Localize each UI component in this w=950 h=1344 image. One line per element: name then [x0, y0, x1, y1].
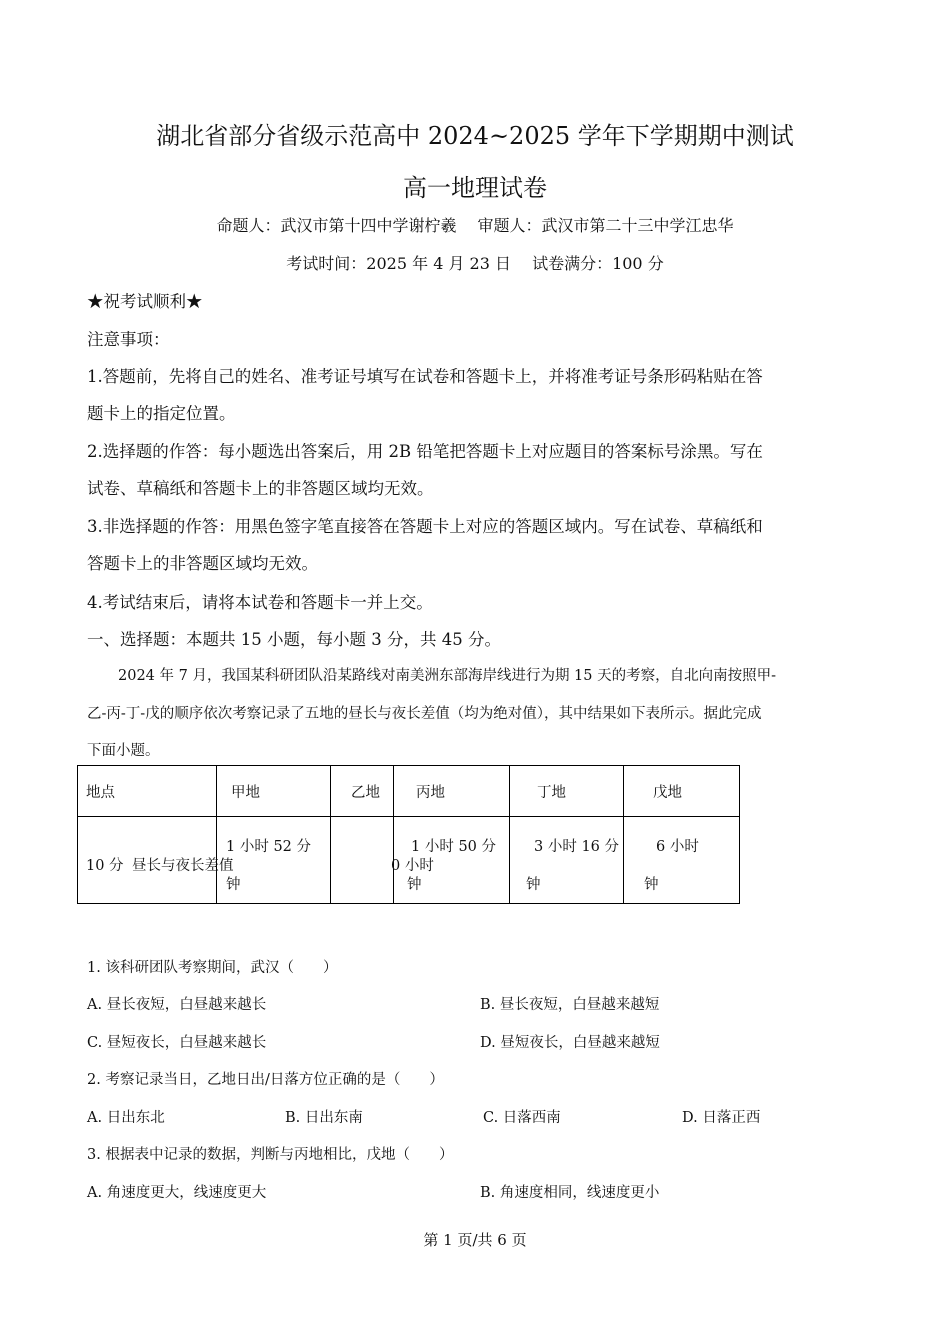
cell-value-suffix: 钟: [526, 877, 541, 893]
notice-heading: 注意事项：: [87, 330, 170, 349]
row-label-minutes: 10 分: [86, 858, 124, 874]
cell-value-suffix: 钟: [644, 877, 659, 893]
table-header-cell: 乙地: [331, 766, 394, 817]
question-stem: 3. 根据表中记录的数据，判断与丙地相比，戊地（ ）: [87, 1147, 454, 1163]
question-stem: 1. 该科研团队考察期间，武汉（ ）: [87, 960, 338, 976]
notice-line: 2.选择题的作答：每小题选出答案后，用 2B 铅笔把答题卡上对应题目的答案标号涂黑。写在: [87, 442, 763, 461]
cell-value: 1 小时 50 分: [411, 839, 497, 855]
question-option: B. 角速度相同，线速度更小: [480, 1185, 660, 1201]
observation-table: [77, 765, 740, 904]
table-header-cell: 丁地: [510, 766, 624, 817]
table-header-cell: 甲地: [217, 766, 331, 817]
question-option: B. 昼长夜短，白昼越来越短: [480, 997, 660, 1013]
question-option: C. 日落西南: [483, 1110, 561, 1126]
table-header-cell: 戊地: [624, 766, 740, 817]
table-row-label-cell: [78, 817, 234, 904]
cell-value: 6 小时: [656, 839, 699, 855]
table-cell: [510, 817, 624, 904]
table-cell: [394, 817, 510, 904]
notice-line: 3.非选择题的作答：用黑色签字笔直接答在答题卡上对应的答题区域内。写在试卷、草稿纸和: [87, 517, 763, 536]
notice-line: 题卡上的指定位置。: [87, 404, 236, 423]
question-option: B. 日出东南: [285, 1110, 363, 1126]
passage-line: 乙-丙-丁-戊的顺序依次考察记录了五地的昼长与夜长差值（均为绝对值），其中结果如下表所示。据此完成: [87, 706, 762, 722]
question-stem: 2. 考察记录当日，乙地日出/日落方位正确的是（ ）: [87, 1072, 444, 1088]
notice-line: 4.考试结束后，请将本试卷和答题卡一并上交。: [87, 593, 433, 612]
table-header-cell: 丙地: [394, 766, 510, 817]
question-option: D. 昼短夜长，白昼越来越短: [480, 1035, 660, 1051]
blessing-line: ★祝考试顺利★: [87, 292, 203, 311]
question-option: A. 角速度更大，线速度更大: [87, 1185, 267, 1201]
cell-value-suffix: 钟: [407, 877, 422, 893]
exam-info: 考试时间：2025 年 4 月 23 日 试卷满分：100 分: [286, 254, 664, 273]
page-number: 第 1 页/共 6 页: [423, 1231, 527, 1249]
table-cell: [217, 817, 331, 904]
question-option: C. 昼短夜长，白昼越来越长: [87, 1035, 267, 1051]
notice-line: 答题卡上的非答题区域均无效。: [87, 554, 318, 573]
exam-title: 湖北省部分省级示范高中 2024~2025 学年下学期期中测试: [156, 122, 794, 150]
passage-line: 2024 年 7 月，我国某科研团队沿某路线对南美洲东部海岸线进行为期 15 天的考察，自北向南按照甲-: [118, 668, 777, 684]
table-cell: [624, 817, 740, 904]
notice-line: 试卷、草稿纸和答题卡上的非答题区域均无效。: [87, 479, 434, 498]
cell-value: 0 小时: [391, 858, 434, 874]
question-option: A. 昼长夜短，白昼越来越长: [87, 997, 267, 1013]
question-option: D. 日落正西: [682, 1110, 761, 1126]
cell-value-suffix: 钟: [226, 877, 241, 893]
notice-line: 1.答题前，先将自己的姓名、准考证号填写在试卷和答题卡上，并将准考证号条形码粘贴在答: [87, 367, 763, 386]
exam-authors: 命题人：武汉市第十四中学谢柠羲 审题人：武汉市第二十三中学江忠华: [216, 216, 734, 235]
table-row: [78, 817, 740, 904]
cell-value: 1 小时 52 分: [226, 839, 312, 855]
row-label-text: 昼长与夜长差值: [132, 858, 234, 874]
question-option: A. 日出东北: [87, 1110, 165, 1126]
table-cell: [331, 817, 434, 904]
passage-line: 下面小题。: [87, 743, 160, 759]
section-heading: 一、选择题：本题共 15 小题，每小题 3 分，共 45 分。: [87, 630, 501, 649]
cell-value: 3 小时 16 分: [534, 839, 620, 855]
exam-subtitle: 高一地理试卷: [403, 174, 547, 202]
table-header-cell: 地点: [78, 766, 217, 817]
table-header-row: [78, 766, 740, 817]
